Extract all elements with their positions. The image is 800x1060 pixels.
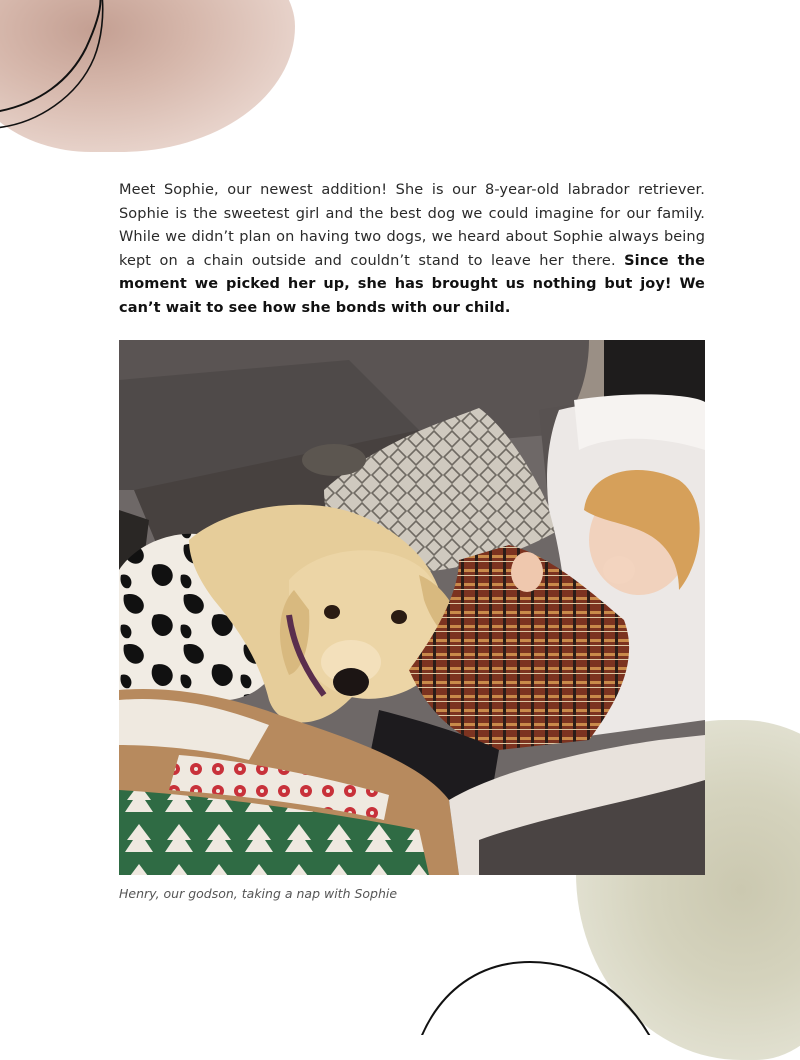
story-intro-text: Meet Sophie, our newest addition! She is our 8-year-old labrador retriever. Sophie is the sweetest girl and the best dog we could imagine for our family. While we didn’t plan on having two dogs, we heard about Sophie always being kept on a chain outside and couldn’t stand to leave her there. xyxy=(119,182,705,269)
story-paragraph xyxy=(119,179,705,321)
decorative-watercolor-blob-top xyxy=(0,0,295,152)
photo-illustration xyxy=(119,340,705,875)
dog-and-child-photo xyxy=(119,340,705,875)
story-emphasis-text: Since the moment we picked her up, she has brought us nothing but joy! We can’t wait to see how she bonds with our child. xyxy=(119,252,705,316)
photo-caption: Henry, our godson, taking a nap with Sophie xyxy=(119,886,398,901)
